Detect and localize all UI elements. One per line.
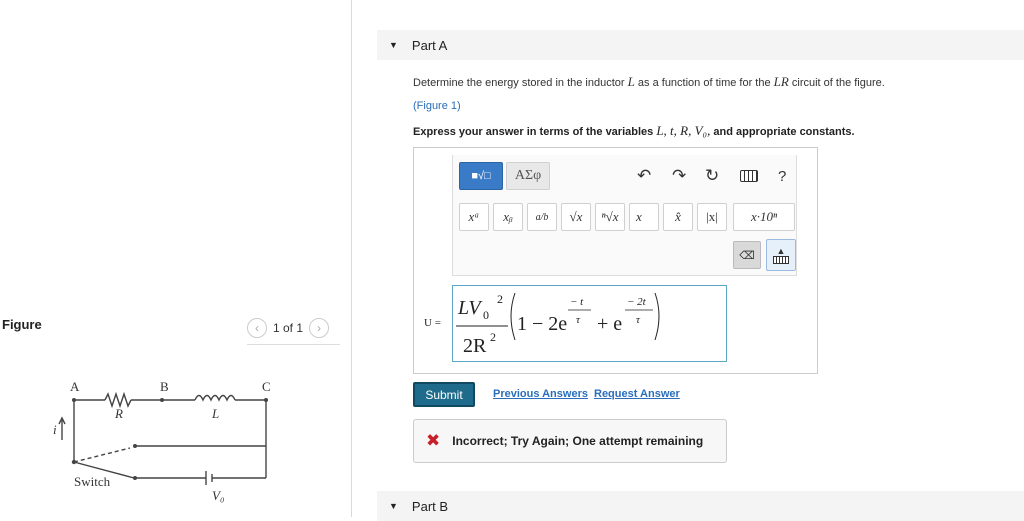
keyboard-icon[interactable]	[740, 170, 758, 182]
feedback-message	[413, 419, 727, 463]
part-b-label: Part B	[411, 498, 449, 514]
submit-button[interactable]: Submit	[413, 382, 475, 407]
figure-link[interactable]: (Figure 1)	[413, 100, 461, 112]
unit-vector-button[interactable]: x̂	[663, 203, 693, 231]
part-a-header[interactable]	[377, 30, 1024, 60]
resistor-label: R	[115, 406, 123, 421]
answer-input[interactable]	[452, 285, 727, 362]
fraction-button[interactable]: a/b	[527, 203, 557, 231]
backspace-icon[interactable]: ⌫	[733, 241, 761, 269]
resistor-symbol	[105, 394, 131, 406]
figure-divider	[247, 344, 340, 345]
subscript-button[interactable]: xᵦ	[493, 203, 523, 231]
inductor-symbol	[195, 396, 235, 401]
scientific-notation-button[interactable]: x·10ⁿ	[733, 203, 795, 231]
numerator-text: LV	[458, 297, 481, 319]
numerator-superscript: 2	[497, 292, 503, 306]
feedback-text: Incorrect; Try Again; One attempt remaining	[452, 434, 704, 448]
numerator-subscript: 0	[483, 308, 489, 322]
collapse-triangle-icon[interactable]: ▼	[389, 40, 398, 50]
node-b-label: B	[160, 379, 169, 394]
x-mark-icon: ✖	[426, 431, 441, 450]
triangle-up-icon: ▲	[776, 246, 786, 256]
lr-circuit-diagram	[50, 372, 280, 512]
collapse-triangle-icon[interactable]: ▼	[389, 501, 398, 511]
redo-icon[interactable]: ↷	[672, 166, 687, 185]
plus-e-term: + e	[597, 313, 623, 335]
denominator-superscript: 2	[490, 330, 496, 344]
greek-symbols-button[interactable]: AΣφ	[506, 162, 550, 190]
keyboard-toggle-button[interactable]	[766, 239, 796, 271]
figure-title: Figure	[2, 317, 42, 332]
answer-lhs: U =	[424, 317, 441, 329]
exponent1-numerator: − t	[570, 296, 584, 308]
current-label: i	[53, 422, 57, 437]
node-a-label: A	[70, 379, 80, 394]
pager-text: 1 of 1	[273, 321, 304, 335]
help-button[interactable]: ?	[778, 168, 787, 185]
one-minus-term: 1 − 2e	[517, 313, 568, 335]
nth-root-button[interactable]: ⁿ√x	[595, 203, 625, 231]
absolute-value-button[interactable]: |x|	[697, 203, 727, 231]
templates-button[interactable]: ■√□	[459, 162, 503, 190]
previous-answers-link[interactable]: Previous Answers	[493, 388, 588, 400]
figure-panel	[0, 0, 352, 517]
switch-dashed-arm	[74, 448, 130, 462]
denominator-text: 2R	[463, 335, 487, 357]
sqrt-button[interactable]: √x	[561, 203, 591, 231]
switch-label: Switch	[74, 474, 111, 489]
vector-button[interactable]: x⃗	[629, 203, 659, 231]
exponent2-numerator: − 2t	[627, 296, 646, 308]
exponent1-denominator: τ	[576, 314, 580, 326]
inductor-label: L	[212, 406, 220, 421]
chevron-right-icon[interactable]: ›	[309, 318, 329, 338]
reset-icon[interactable]: ↻	[705, 166, 720, 185]
request-answer-link[interactable]: Request Answer	[594, 388, 680, 400]
source-label: V₀	[212, 488, 225, 503]
chevron-left-icon[interactable]: ‹	[247, 318, 267, 338]
node-c-label: C	[262, 379, 271, 394]
exponent2-denominator: τ	[636, 314, 640, 326]
undo-icon[interactable]: ↶	[637, 166, 652, 185]
superscript-button[interactable]: xᵃ	[459, 203, 489, 231]
question-text: Determine the energy stored in the inductor L as a function of time for the LR circuit of the figure.	[413, 74, 885, 89]
figure-pager	[247, 318, 329, 338]
part-a-label: Part A	[411, 37, 448, 53]
express-instructions: Express your answer in terms of the variables L, t, R, V₀, and appropriate constants.	[413, 123, 855, 138]
answer-expression	[453, 286, 728, 363]
keyboard-icon	[773, 256, 789, 264]
